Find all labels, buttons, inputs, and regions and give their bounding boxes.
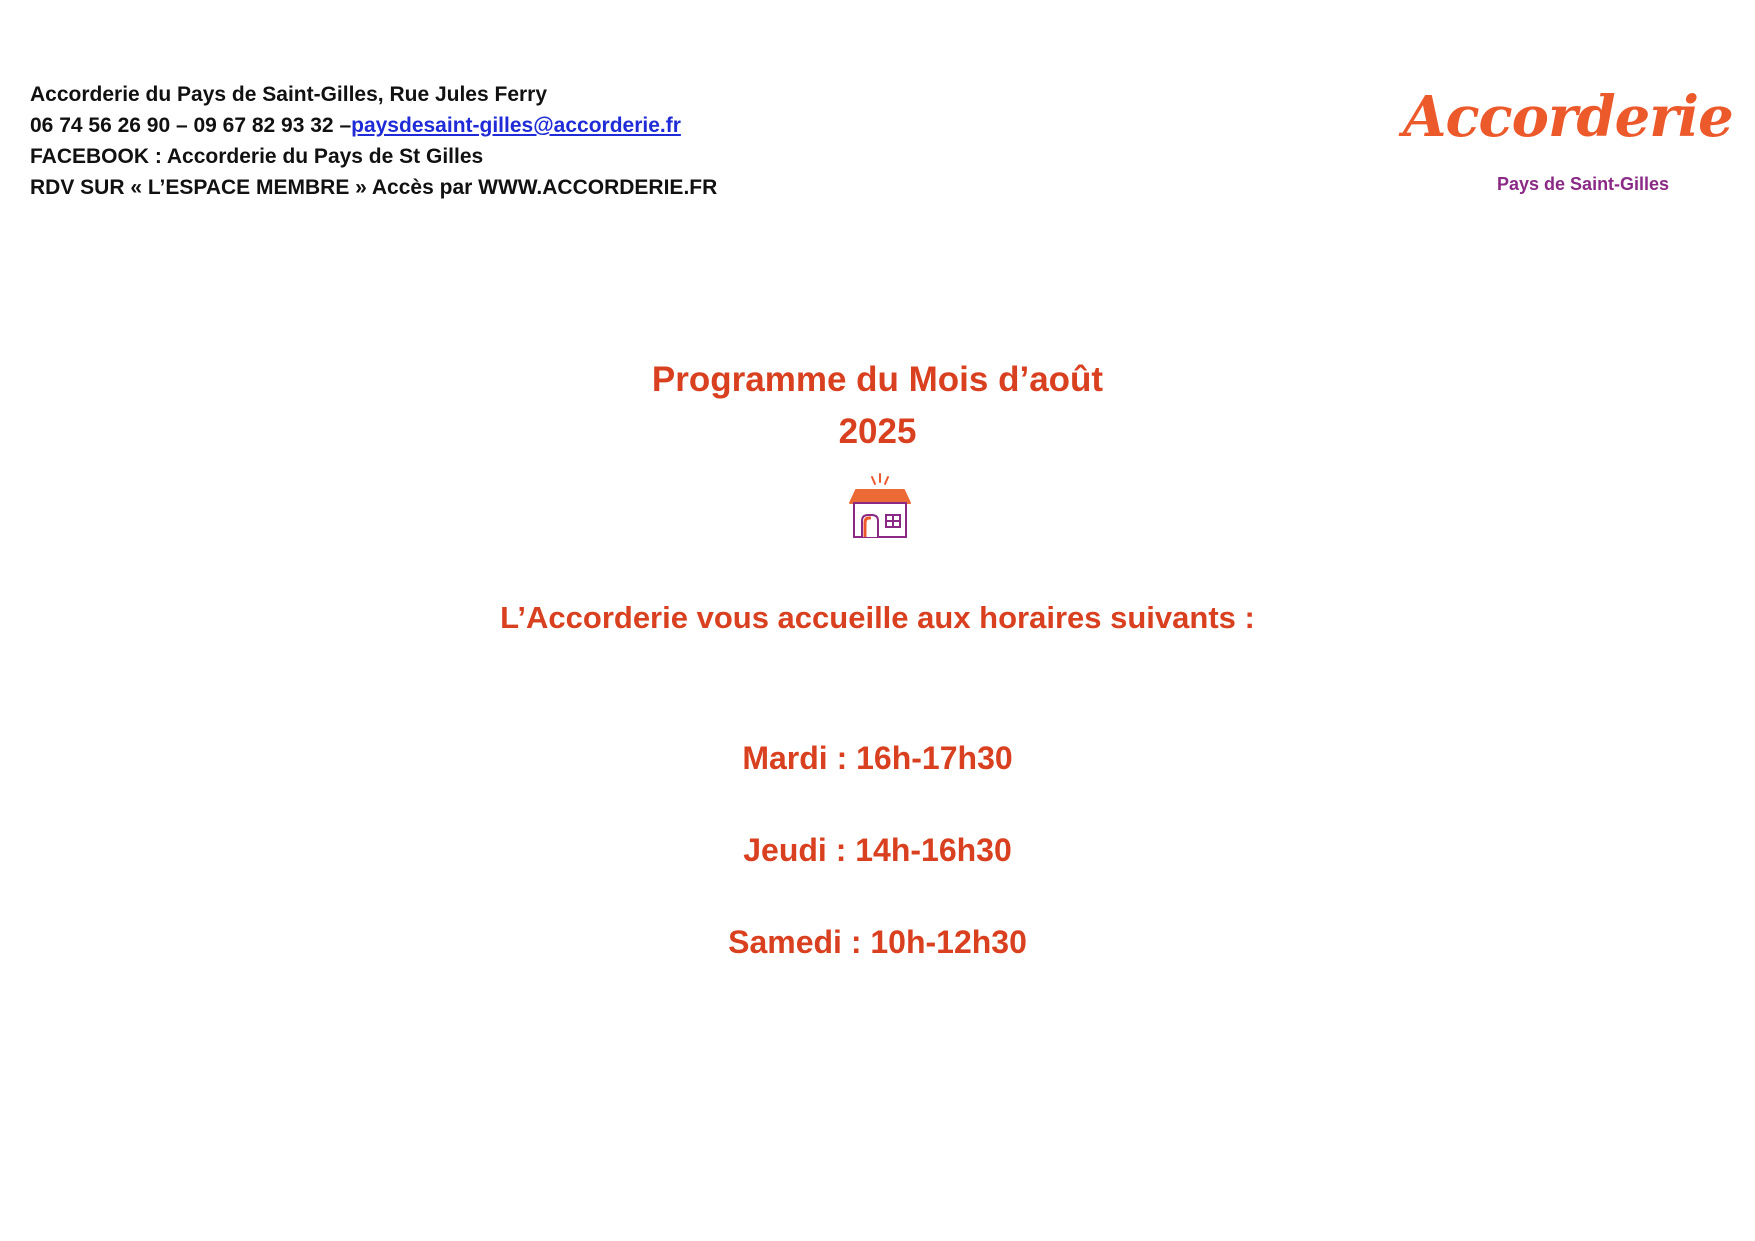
email-link[interactable]: paysdesaint-gilles@accorderie.fr	[351, 114, 681, 137]
logo-wordmark: Accorderie	[1403, 84, 1733, 150]
page-title: Programme du Mois d’août	[651, 360, 1104, 399]
contact-header	[30, 79, 717, 203]
facebook-line: FACEBOOK : Accorderie du Pays de St Gilles	[30, 145, 484, 168]
logo-subtitle: Pays de Saint-Gilles	[1497, 174, 1670, 194]
phone-line	[30, 110, 717, 141]
page-title-year: 2025	[838, 412, 917, 451]
welcome-text: L’Accorderie vous accueille aux horaires suivants :	[500, 600, 1255, 635]
hours-thursday: Jeudi : 14h-16h30	[743, 832, 1012, 868]
phone-numbers: 06 74 56 26 90 – 09 67 82 93 32 –	[30, 114, 352, 137]
hours-saturday: Samedi : 10h-12h30	[728, 924, 1027, 960]
hours-tuesday: Mardi : 16h-17h30	[742, 740, 1013, 776]
rdv-line: RDV SUR « L’ESPACE MEMBRE » Accès par WWW.ACCORDERIE.FR	[30, 176, 718, 199]
address-line: Accorderie du Pays de Saint-Gilles, Rue Jules Ferry	[30, 83, 548, 106]
house-icon	[838, 463, 922, 547]
accorderie-logo	[1395, 84, 1733, 204]
